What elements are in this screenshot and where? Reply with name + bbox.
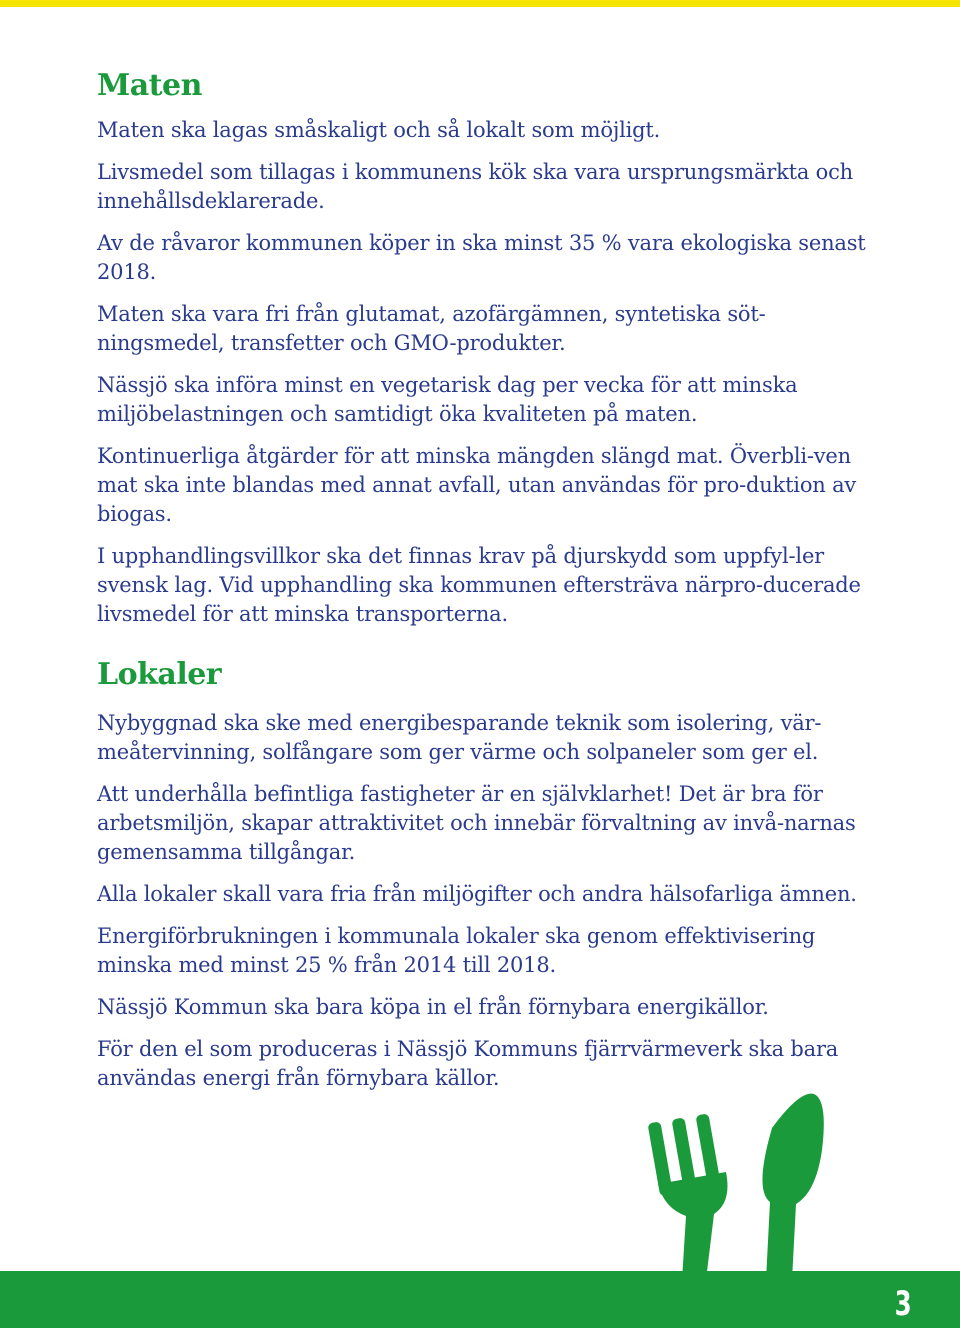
top-yellow-bar bbox=[0, 0, 960, 7]
page-number: 3 bbox=[894, 1284, 912, 1324]
lokaler-paragraph: Energiförbrukningen i kommunala lokaler ska genom effektivisering minska med minst 25 % från 2014 till 2018. bbox=[97, 924, 816, 977]
lokaler-paragraph: Nässjö Kommun ska bara köpa in el från förnybara energikällor. bbox=[97, 995, 769, 1019]
maten-paragraph: Livsmedel som tillagas i kommunens kök ska vara ursprungsmärkta och innehållsdeklarerade. bbox=[97, 160, 854, 213]
fork-and-knife-icon bbox=[630, 1080, 850, 1280]
lokaler-paragraph: Att underhålla befintliga fastigheter är en självklarhet! Det är bra för arbetsmiljön, skapar attraktivitet och innebär förvaltning av invå-narnas gemensamma tillgångar. bbox=[97, 782, 856, 864]
page-content bbox=[97, 66, 877, 1106]
fork-icon bbox=[647, 1113, 727, 1280]
lokaler-paragraph: Alla lokaler skall vara fria från miljögifter och andra hälsofarliga ämnen. bbox=[97, 882, 857, 906]
section-title-maten: Maten bbox=[97, 68, 202, 103]
footer-bar bbox=[0, 1271, 960, 1328]
lokaler-paragraph: För den el som produceras i Nässjö Kommuns fjärrvärmeverk ska bara användas energi från förnybara källor. bbox=[97, 1037, 839, 1090]
maten-paragraph: Kontinuerliga åtgärder för att minska mängden slängd mat. Överbli-ven mat ska inte blandas med annat avfall, utan användas för pro-duktion av biogas. bbox=[97, 444, 857, 526]
maten-paragraph: Nässjö ska införa minst en vegetarisk dag per vecka för att minska miljöbelastningen och samtidigt öka kvaliteten på maten. bbox=[97, 373, 798, 426]
section-title-lokaler: Lokaler bbox=[97, 657, 222, 692]
maten-paragraph: Av de råvaror kommunen köper in ska minst 35 % vara ekologiska senast 2018. bbox=[97, 231, 866, 284]
maten-paragraph: I upphandlingsvillkor ska det finnas krav på djurskydd som uppfyl-ler svensk lag. Vid upphandling ska kommunen eftersträva närpro-ducerade livsmedel för att minska transporterna. bbox=[97, 544, 861, 626]
lokaler-paragraph: Nybyggnad ska ske med energibesparande teknik som isolering, vär-meåtervinning, solfångare som ger värme och solpaneler som ger el. bbox=[97, 711, 822, 764]
maten-paragraph: Maten ska vara fri från glutamat, azofärgämnen, syntetiska söt-ningsmedel, transfetter och GMO-produkter. bbox=[97, 302, 766, 355]
knife-icon bbox=[762, 1094, 823, 1280]
maten-paragraph: Maten ska lagas småskaligt och så lokalt som möjligt. bbox=[97, 118, 661, 142]
